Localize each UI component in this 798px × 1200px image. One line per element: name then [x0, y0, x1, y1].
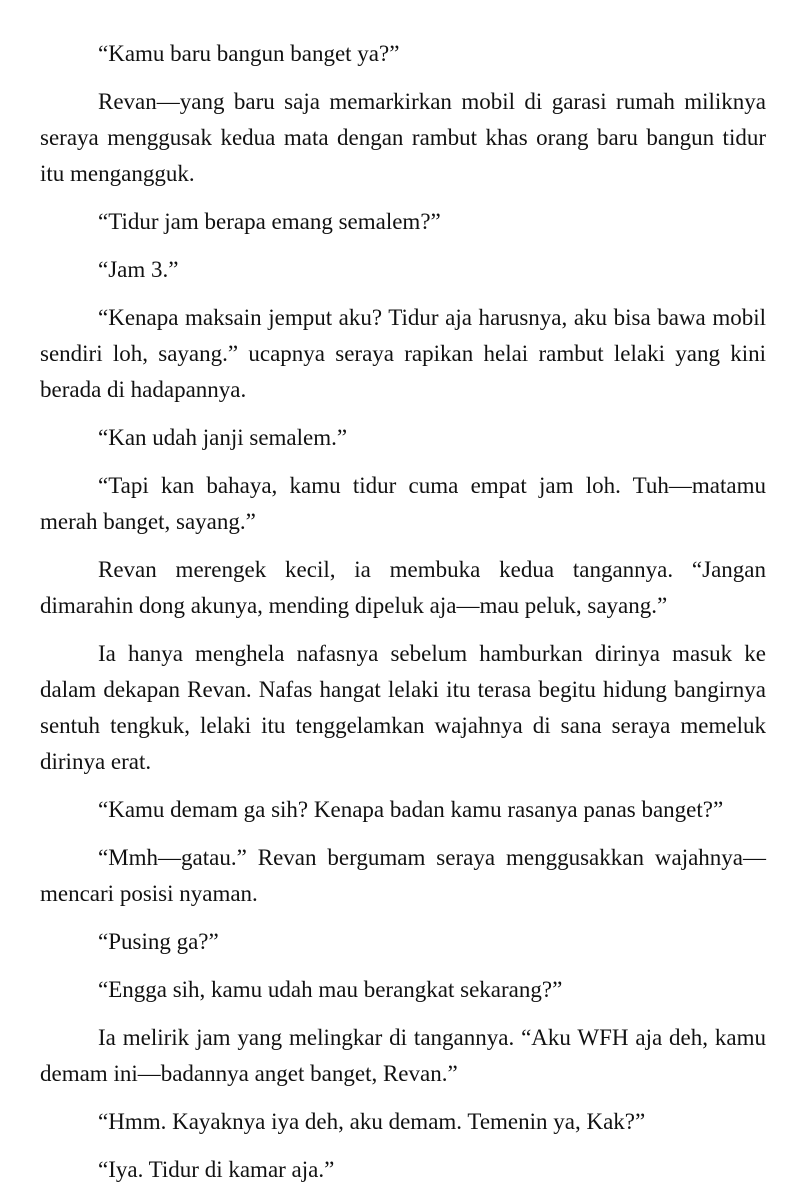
paragraph-1: “Kamu baru bangun banget ya?”	[98, 41, 400, 66]
paragraph-3: “Tidur jam berapa emang semalem?”	[98, 209, 441, 234]
paragraph-13: “Engga sih, kamu udah mau berangkat sekarang?”	[98, 977, 563, 1002]
story-page	[40, 36, 766, 1200]
paragraph-4: “Jam 3.”	[98, 257, 179, 282]
paragraph-15: “Hmm. Kayaknya iya deh, aku demam. Temenin ya, Kak?”	[98, 1109, 646, 1134]
paragraph-9: Ia hanya menghela nafasnya sebelum hamburkan dirinya masuk ke dalam dekapan Revan. Nafas hangat lelaki itu terasa begitu hidung bangirnya sentuh tengkuk, lelaki itu tenggelamkan wajahnya di sana seraya memeluk dirinya erat.	[40, 641, 766, 774]
paragraph-11: “Mmh—gatau.” Revan bergumam seraya menggusakkan wajahnya—mencari posisi nyaman.	[40, 845, 766, 906]
paragraph-6: “Kan udah janji semalem.”	[98, 425, 348, 450]
paragraph-7: “Tapi kan bahaya, kamu tidur cuma empat jam loh. Tuh—matamu merah banget, sayang.”	[40, 473, 766, 534]
paragraph-10: “Kamu demam ga sih? Kenapa badan kamu rasanya panas banget?”	[98, 797, 724, 822]
paragraph-12: “Pusing ga?”	[98, 929, 219, 954]
paragraph-5: “Kenapa maksain jemput aku? Tidur aja harusnya, aku bisa bawa mobil sendiri loh, sayang.” ucapnya seraya rapikan helai rambut lelaki yang kini berada di hadapannya.	[40, 305, 766, 402]
paragraph-16: “Iya. Tidur di kamar aja.”	[98, 1157, 335, 1182]
paragraph-8: Revan merengek kecil, ia membuka kedua tangannya. “Jangan dimarahin dong akunya, mending dipeluk aja—mau peluk, sayang.”	[40, 557, 766, 618]
paragraph-14: Ia melirik jam yang melingkar di tangannya. “Aku WFH aja deh, kamu demam ini—badannya anget banget, Revan.”	[40, 1025, 766, 1086]
paragraph-2: Revan—yang baru saja memarkirkan mobil di garasi rumah miliknya seraya menggusak kedua mata dengan rambut khas orang baru bangun tidur itu mengangguk.	[40, 89, 766, 186]
